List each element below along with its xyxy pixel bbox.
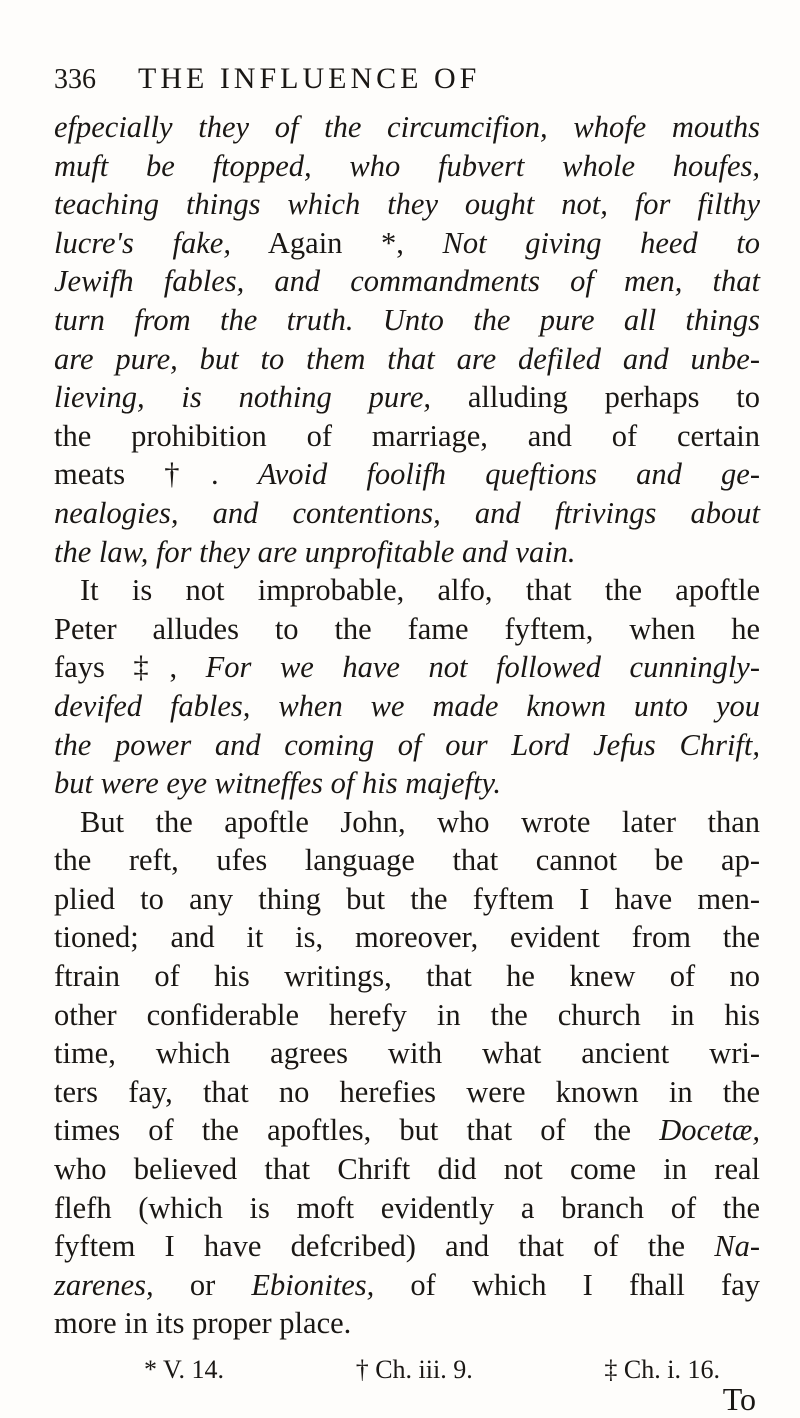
text-line bbox=[54, 1227, 760, 1266]
roman-text: But the apoftle John, who wrote later than bbox=[80, 804, 760, 839]
text-line bbox=[54, 340, 760, 379]
body-text bbox=[54, 108, 760, 1343]
italic-text: the law, for they are unprofitable and vain. bbox=[54, 534, 576, 569]
roman-text: flefh (which is moft evidently a branch of the bbox=[54, 1190, 760, 1225]
italic-text: lucre's fake, bbox=[54, 225, 231, 260]
italic-text: are pure, but to them that are defiled and unbe- bbox=[54, 341, 760, 376]
text-line bbox=[54, 301, 760, 340]
roman-text: tioned; and it is, moreover, evident from the bbox=[54, 920, 760, 955]
text-line bbox=[54, 996, 760, 1035]
italic-text: Jewifh fables, and commandments of men, that bbox=[54, 264, 760, 299]
text-line bbox=[54, 533, 760, 572]
italic-text: Na- bbox=[714, 1229, 760, 1264]
roman-text: ftrain of his writings, that he knew of no bbox=[54, 959, 760, 994]
roman-text: fyftem I have defcribed) and that of the bbox=[54, 1229, 715, 1264]
italic-text: turn from the truth. Unto the pure all things bbox=[54, 302, 760, 337]
text-line bbox=[54, 841, 760, 880]
italic-text: Ebionites, bbox=[251, 1267, 375, 1302]
roman-text: who believed that Chrift did not come in real bbox=[54, 1152, 760, 1187]
roman-text: time, which agrees with what ancient wri- bbox=[54, 1036, 760, 1071]
page-header bbox=[54, 62, 760, 102]
italic-text: Avoid foolifh queftions and ge- bbox=[257, 457, 760, 492]
roman-text: It is not improbable, alfo, that the apoftle bbox=[80, 573, 760, 608]
italic-text: muft be ftopped, who fubvert whole houfes, bbox=[54, 148, 760, 183]
roman-text: more in its proper place. bbox=[54, 1306, 352, 1341]
footnote: ‡ Ch. i. 16. bbox=[604, 1355, 720, 1384]
text-line bbox=[54, 147, 760, 186]
text-line bbox=[54, 726, 760, 765]
roman-text: alluding perhaps to bbox=[431, 380, 760, 415]
text-line bbox=[54, 378, 760, 417]
text-line bbox=[54, 957, 760, 996]
catchword: To bbox=[722, 1381, 756, 1417]
text-line bbox=[54, 494, 760, 533]
italic-text: efpecially they of the circumcifion, whofe mouths bbox=[54, 110, 760, 144]
italic-text: Not giving heed to bbox=[442, 225, 760, 260]
text-line bbox=[54, 571, 760, 610]
text-line bbox=[54, 648, 760, 687]
text-line bbox=[54, 185, 760, 224]
italic-text: the power and coming of our Lord Jefus Chrift, bbox=[54, 727, 760, 762]
text-line bbox=[54, 417, 760, 456]
text-line bbox=[54, 1189, 760, 1228]
italic-text: but were eye witneffes of his majefty. bbox=[54, 766, 501, 801]
italic-text: teaching things which they ought not, for filthy bbox=[54, 187, 760, 222]
text-line bbox=[54, 108, 760, 147]
italic-text: zarenes, bbox=[54, 1267, 154, 1302]
roman-text: other confiderable herefy in the church in his bbox=[54, 997, 760, 1032]
text-line bbox=[54, 803, 760, 842]
page-number: 336 bbox=[54, 64, 96, 95]
roman-text: fays ‡, bbox=[54, 650, 206, 685]
text-line bbox=[54, 1266, 760, 1305]
text-line bbox=[54, 1304, 760, 1343]
roman-text: or bbox=[153, 1267, 252, 1302]
text-line bbox=[54, 262, 760, 301]
italic-text: lieving, is nothing pure, bbox=[54, 380, 432, 415]
footnote: † Ch. iii. 9. bbox=[355, 1355, 473, 1384]
text-line bbox=[54, 1073, 760, 1112]
italic-text: Docetæ, bbox=[659, 1113, 760, 1148]
text-line bbox=[54, 687, 760, 726]
roman-text: Peter alludes to the fame fyftem, when he bbox=[54, 611, 760, 646]
roman-text: Again *, bbox=[230, 225, 443, 260]
text-line bbox=[54, 455, 760, 494]
text-line bbox=[54, 1111, 760, 1150]
italic-text: nealogies, and contentions, and ftrivings about bbox=[54, 495, 760, 530]
roman-text: times of the apoftles, but that of the bbox=[54, 1113, 660, 1148]
text-line bbox=[54, 610, 760, 649]
italic-text: devifed fables, when we made known unto you bbox=[54, 688, 760, 723]
text-line bbox=[54, 764, 760, 803]
italic-text: For we have not followed cunningly- bbox=[205, 650, 760, 685]
text-line bbox=[54, 918, 760, 957]
footnote: * V. 14. bbox=[144, 1355, 224, 1384]
roman-text: the reft, ufes language that cannot be ap- bbox=[54, 843, 760, 878]
text-line bbox=[54, 1034, 760, 1073]
roman-text: ters fay, that no herefies were known in the bbox=[54, 1074, 760, 1109]
running-head: THE INFLUENCE OF bbox=[138, 62, 481, 95]
roman-text: plied to any thing but the fyftem I have men- bbox=[54, 881, 760, 916]
text-line bbox=[54, 880, 760, 919]
footnotes bbox=[54, 1355, 760, 1385]
roman-text: meats †. bbox=[54, 457, 258, 492]
roman-text: the prohibition of marriage, and of certain bbox=[54, 418, 760, 453]
roman-text: of which I fhall fay bbox=[374, 1267, 760, 1302]
text-line bbox=[54, 224, 760, 263]
text-line bbox=[54, 1150, 760, 1189]
